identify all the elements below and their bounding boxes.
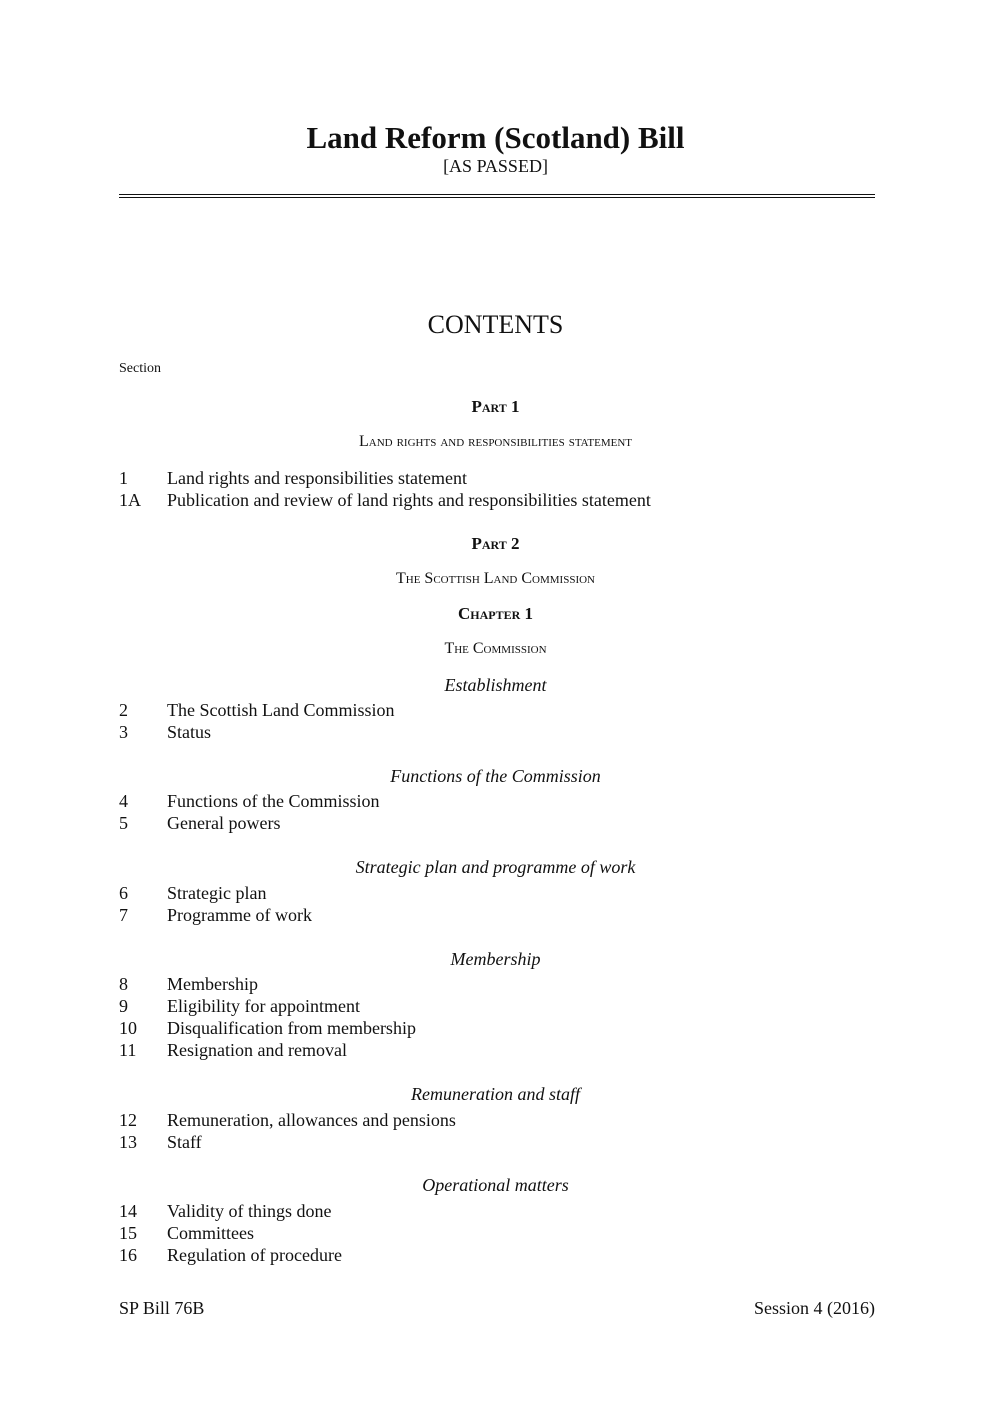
contents-entry [119, 1131, 202, 1153]
title-divider-top [119, 194, 875, 195]
group-heading: Operational matters [422, 1175, 569, 1195]
section-title: Validity of things done [167, 1201, 332, 1221]
contents-heading: CONTENTS [427, 310, 564, 339]
contents-entry [119, 973, 258, 995]
part-1-label: Part 1 [471, 397, 520, 416]
contents-entry [119, 489, 651, 511]
part-2-title: The Scottish Land Commission [395, 570, 595, 587]
chapter-1-label: Chapter 1 [457, 604, 534, 623]
section-title: Land rights and responsibilities statement [167, 468, 467, 488]
section-column-label: Section [119, 361, 161, 376]
contents-entry [119, 1109, 456, 1131]
section-title: Disqualification from membership [167, 1018, 416, 1038]
section-number: 14 [119, 1201, 137, 1221]
contents-entry [119, 699, 395, 721]
contents-entry [119, 995, 360, 1017]
group-heading: Strategic plan and programme of work [355, 857, 636, 877]
section-title: Regulation of procedure [167, 1245, 342, 1265]
part-2-label: Part 2 [471, 534, 520, 553]
section-number: 4 [119, 791, 128, 811]
section-title: Membership [167, 974, 258, 994]
group-heading: Establishment [444, 675, 547, 695]
section-title: Committees [167, 1223, 254, 1243]
section-number: 8 [119, 974, 128, 994]
section-number: 6 [119, 883, 128, 903]
section-number: 1A [119, 490, 141, 510]
section-number: 3 [119, 722, 128, 742]
chapter-1-title: The Commission [444, 640, 547, 657]
footer-bill-reference: SP Bill 76B [119, 1298, 205, 1318]
section-title: Publication and review of land rights and responsibilities statement [167, 490, 651, 510]
contents-entry [119, 1039, 347, 1061]
page-subtitle: [AS PASSED] [443, 156, 548, 176]
section-number: 16 [119, 1245, 137, 1265]
section-title: Remuneration, allowances and pensions [167, 1110, 456, 1130]
contents-entry [119, 790, 380, 812]
contents-entry [119, 882, 266, 904]
contents-entry [119, 1200, 332, 1222]
section-title: Resignation and removal [167, 1040, 347, 1060]
title-divider-bottom [119, 197, 875, 198]
footer-session: Session 4 (2016) [754, 1298, 875, 1318]
section-title: General powers [167, 813, 281, 833]
section-title: Eligibility for appointment [167, 996, 360, 1016]
section-number: 2 [119, 700, 128, 720]
section-number: 12 [119, 1110, 137, 1130]
section-title: The Scottish Land Commission [167, 700, 395, 720]
section-number: 5 [119, 813, 128, 833]
section-title: Functions of the Commission [167, 791, 380, 811]
section-number: 15 [119, 1223, 137, 1243]
group-heading: Membership [450, 949, 541, 969]
contents-entry [119, 904, 312, 926]
section-number: 9 [119, 996, 128, 1016]
section-number: 10 [119, 1018, 137, 1038]
contents-entry [119, 721, 211, 743]
section-title: Strategic plan [167, 883, 267, 903]
section-title: Status [167, 722, 212, 742]
section-title: Staff [167, 1132, 202, 1152]
section-number: 11 [119, 1040, 137, 1060]
section-number: 1 [119, 468, 128, 488]
contents-entry [119, 1244, 342, 1266]
contents-entry [119, 1017, 416, 1039]
contents-entry [119, 1222, 254, 1244]
contents-entry [119, 467, 467, 489]
group-heading: Remuneration and staff [411, 1084, 580, 1104]
section-title: Programme of work [167, 905, 312, 925]
group-heading: Functions of the Commission [390, 766, 601, 786]
section-number: 13 [119, 1132, 137, 1152]
page-title: Land Reform (Scotland) Bill [306, 120, 685, 155]
contents-entry [119, 812, 280, 834]
part-1-title: Land rights and responsibilities statement [358, 433, 632, 450]
section-number: 7 [119, 905, 128, 925]
